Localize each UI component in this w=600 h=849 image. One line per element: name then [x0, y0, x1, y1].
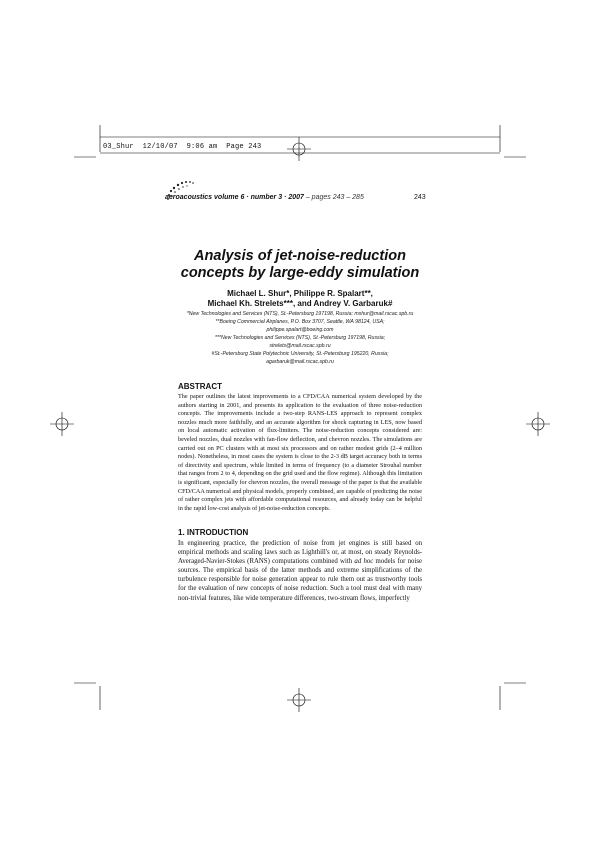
affiliation-line: strelets@mail.rscac.spb.ru: [269, 343, 331, 349]
journal-name: aeroacoustics volume 6 · number 3 · 2007: [165, 194, 304, 201]
intro-italic-text: ad hoc: [354, 558, 374, 566]
crosshair-registration-icon: [526, 412, 550, 436]
title-line: concepts by large-eddy simulation: [180, 265, 420, 281]
affiliation-line: agarbaruk@mail.rscac.spb.ru: [266, 359, 334, 365]
crosshair-registration-icon: [50, 412, 74, 436]
affiliation-line: philippe.spalart@boeing.com: [266, 327, 334, 333]
intro-text: models for noise sources. The empirical basis of the latter methods and extreme simplifications of the turbulence responsible for noise generation appear to rule them out as trustworthy tools for the evaluation of new concepts of noise reduction. Such a tool must deal with many non-trivial features, like wide temperature differences, two-stream flows, imperfectly: [178, 558, 422, 602]
affiliation-line: ***New Technologies and Services (NTS), St.-Petersburg 197198, Russia;: [214, 335, 386, 341]
affiliation-line: *New Technologies and Services (NTS), St.-Petersburg 197198, Russia; mshur@mail.rscac.spb.ru: [186, 311, 414, 317]
title-line: Analysis of jet-noise-reduction: [194, 248, 406, 264]
abstract-heading: ABSTRACT: [178, 382, 222, 391]
journal-pages: – pages 243 – 285: [303, 194, 364, 201]
author-list: [160, 289, 440, 309]
page-number: 243: [414, 194, 426, 201]
print-slug: 03_Shur 12/10/07 9:06 am Page 243: [103, 143, 262, 151]
intro-text: In engineering practice, the prediction of noise from jet engines is still based on empirical methods and scaling laws such as Lighthill's or, at most, on steady Reynolds-Averaged-Navier-Stokes (RANS) computations combined with: [178, 540, 422, 566]
crosshair-registration-icon: [287, 137, 311, 161]
crosshair-registration-icon: [287, 688, 311, 712]
affiliation-line: #St.-Petersburg State Polytechnic University, St.-Petersburg 195220, Russia;: [211, 351, 389, 357]
abstract-body: The paper outlines the latest improvements to a CFD/CAA numerical system developed by the authors starting in 2001, and presents its application to the evaluation of three noise-reduction concepts. The improvements include a two-step RANS-LES approach to represent complex nozzles much more faithfully, and an accurate algorithm for shock capturing in LES, now based on local automatic activation of flux-limiters. The noise-reduction concepts considered are: beveled nozzles, dual nozzles with fan-flow deflection, and chevron nozzles. The simulations are carried out on PC clusters with at most six processors and on rather modest grids (2–4 million nodes). Nonetheless, in most cases the system is close to the 2-3 dB target accuracy both in terms of directivity and spectrum, while limited in terms of frequency (to a diameter Strouhal number that ranges from 2 to 4, depending on the grid used and the flow regime). Although this limitation is significant, especially for chevron nozzles, the overall message of the paper is that the available CFD/CAA numerical and physical models, properly combined, are capable of predicting the noise of rather complex jets with affordable computational resources, and already today can be helpful in the rapid low-cost analysis of jet-noise-reduction concepts.: [178, 393, 422, 512]
journal-header: [165, 194, 430, 201]
affiliation-line: **Boeing Commercial Airplanes, P.O. Box 3707, Seattle, WA 98124, USA;: [215, 319, 385, 325]
introduction-body: [178, 539, 422, 603]
introduction-heading: 1. INTRODUCTION: [178, 528, 249, 537]
authors-line: Michael Kh. Strelets***, and Andrey V. Garbaruk#: [207, 299, 393, 308]
article-title: [160, 248, 440, 282]
affiliations: [160, 310, 440, 366]
authors-line: Michael L. Shur*, Philippe R. Spalart**,: [227, 289, 373, 298]
